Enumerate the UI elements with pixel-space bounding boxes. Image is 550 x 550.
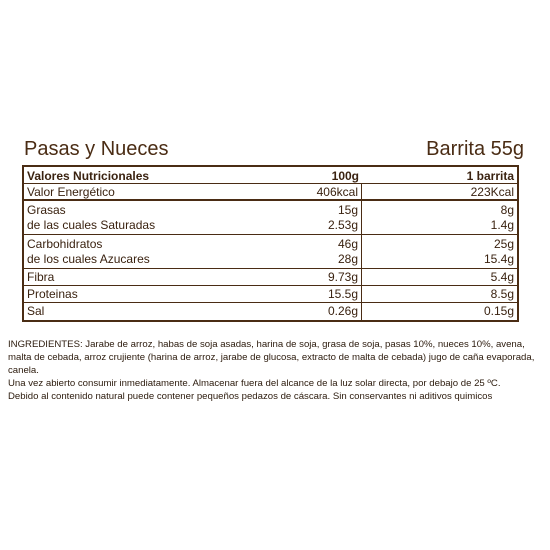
value-per-bar: 0.15g	[483, 304, 514, 318]
header-per-bar: 1 barrita	[466, 169, 514, 183]
nutrient-label: Fibra	[27, 270, 55, 284]
nutrition-table	[22, 165, 519, 322]
value-per-100g: 2.53g	[327, 218, 358, 232]
nutrient-label: Grasas	[27, 203, 66, 217]
nutrient-label: Valor Energético	[27, 185, 115, 199]
table-row	[24, 269, 517, 286]
value-per-100g: 15.5g	[327, 287, 358, 301]
value-per-bar: 8g	[500, 203, 514, 217]
value-per-100g: 28g	[337, 252, 358, 266]
value-per-100g: 0.26g	[327, 304, 358, 318]
table-header-row	[24, 167, 517, 184]
storage-instructions: Una vez abierto consumir inmediatamente. Almacenar fuera del alcance de la luz solar directa, por debajo de 25 ºC.	[8, 378, 501, 389]
nutrient-label: Sal	[27, 304, 45, 318]
header-per-100g: 100g	[331, 169, 359, 183]
value-per-100g: 46g	[337, 237, 358, 251]
product-header	[24, 138, 524, 166]
allergen-note: Debido al contenido natural puede contener pequeños pedazos de cáscara. Sin conservantes ni aditivos quimicos	[8, 391, 493, 402]
nutrient-sublabel: de los cuales Azucares	[27, 252, 150, 266]
table-row	[24, 303, 517, 320]
value-per-bar: 1.4g	[490, 218, 514, 232]
nutrient-label: Proteinas	[27, 287, 78, 301]
value-per-bar: 15.4g	[483, 252, 514, 266]
product-name: Pasas y Nueces	[24, 138, 169, 160]
ingredients-block	[8, 338, 542, 403]
value-per-bar: 223Kcal	[470, 185, 514, 199]
nutrient-label: Carbohidratos	[27, 237, 103, 251]
nutrient-sublabel: de las cuales Saturadas	[27, 218, 156, 232]
table-row	[24, 184, 517, 201]
value-per-100g: 15g	[337, 203, 358, 217]
value-per-100g: 9.73g	[327, 270, 358, 284]
table-row	[24, 201, 517, 235]
value-per-bar: 8.5g	[490, 287, 514, 301]
value-per-bar: 5.4g	[490, 270, 514, 284]
value-per-bar: 25g	[493, 237, 514, 251]
header-nutritional-values: Valores Nutricionales	[27, 169, 150, 183]
table-row	[24, 235, 517, 269]
value-per-100g: 406kcal	[316, 185, 358, 199]
ingredients-text: INGREDIENTES: Jarabe de arroz, habas de soja asadas, harina de soja, grasa de soja, pasas 10%, nueces 10%, avena, malta de cebada, arroz crujiente (harina de arroz, jarabe de glucosa, extracto de malta de cebada) jugo de caña evaporada, canela.	[8, 339, 535, 376]
table-row	[24, 286, 517, 303]
portion-title: Barrita 55g	[426, 138, 524, 160]
